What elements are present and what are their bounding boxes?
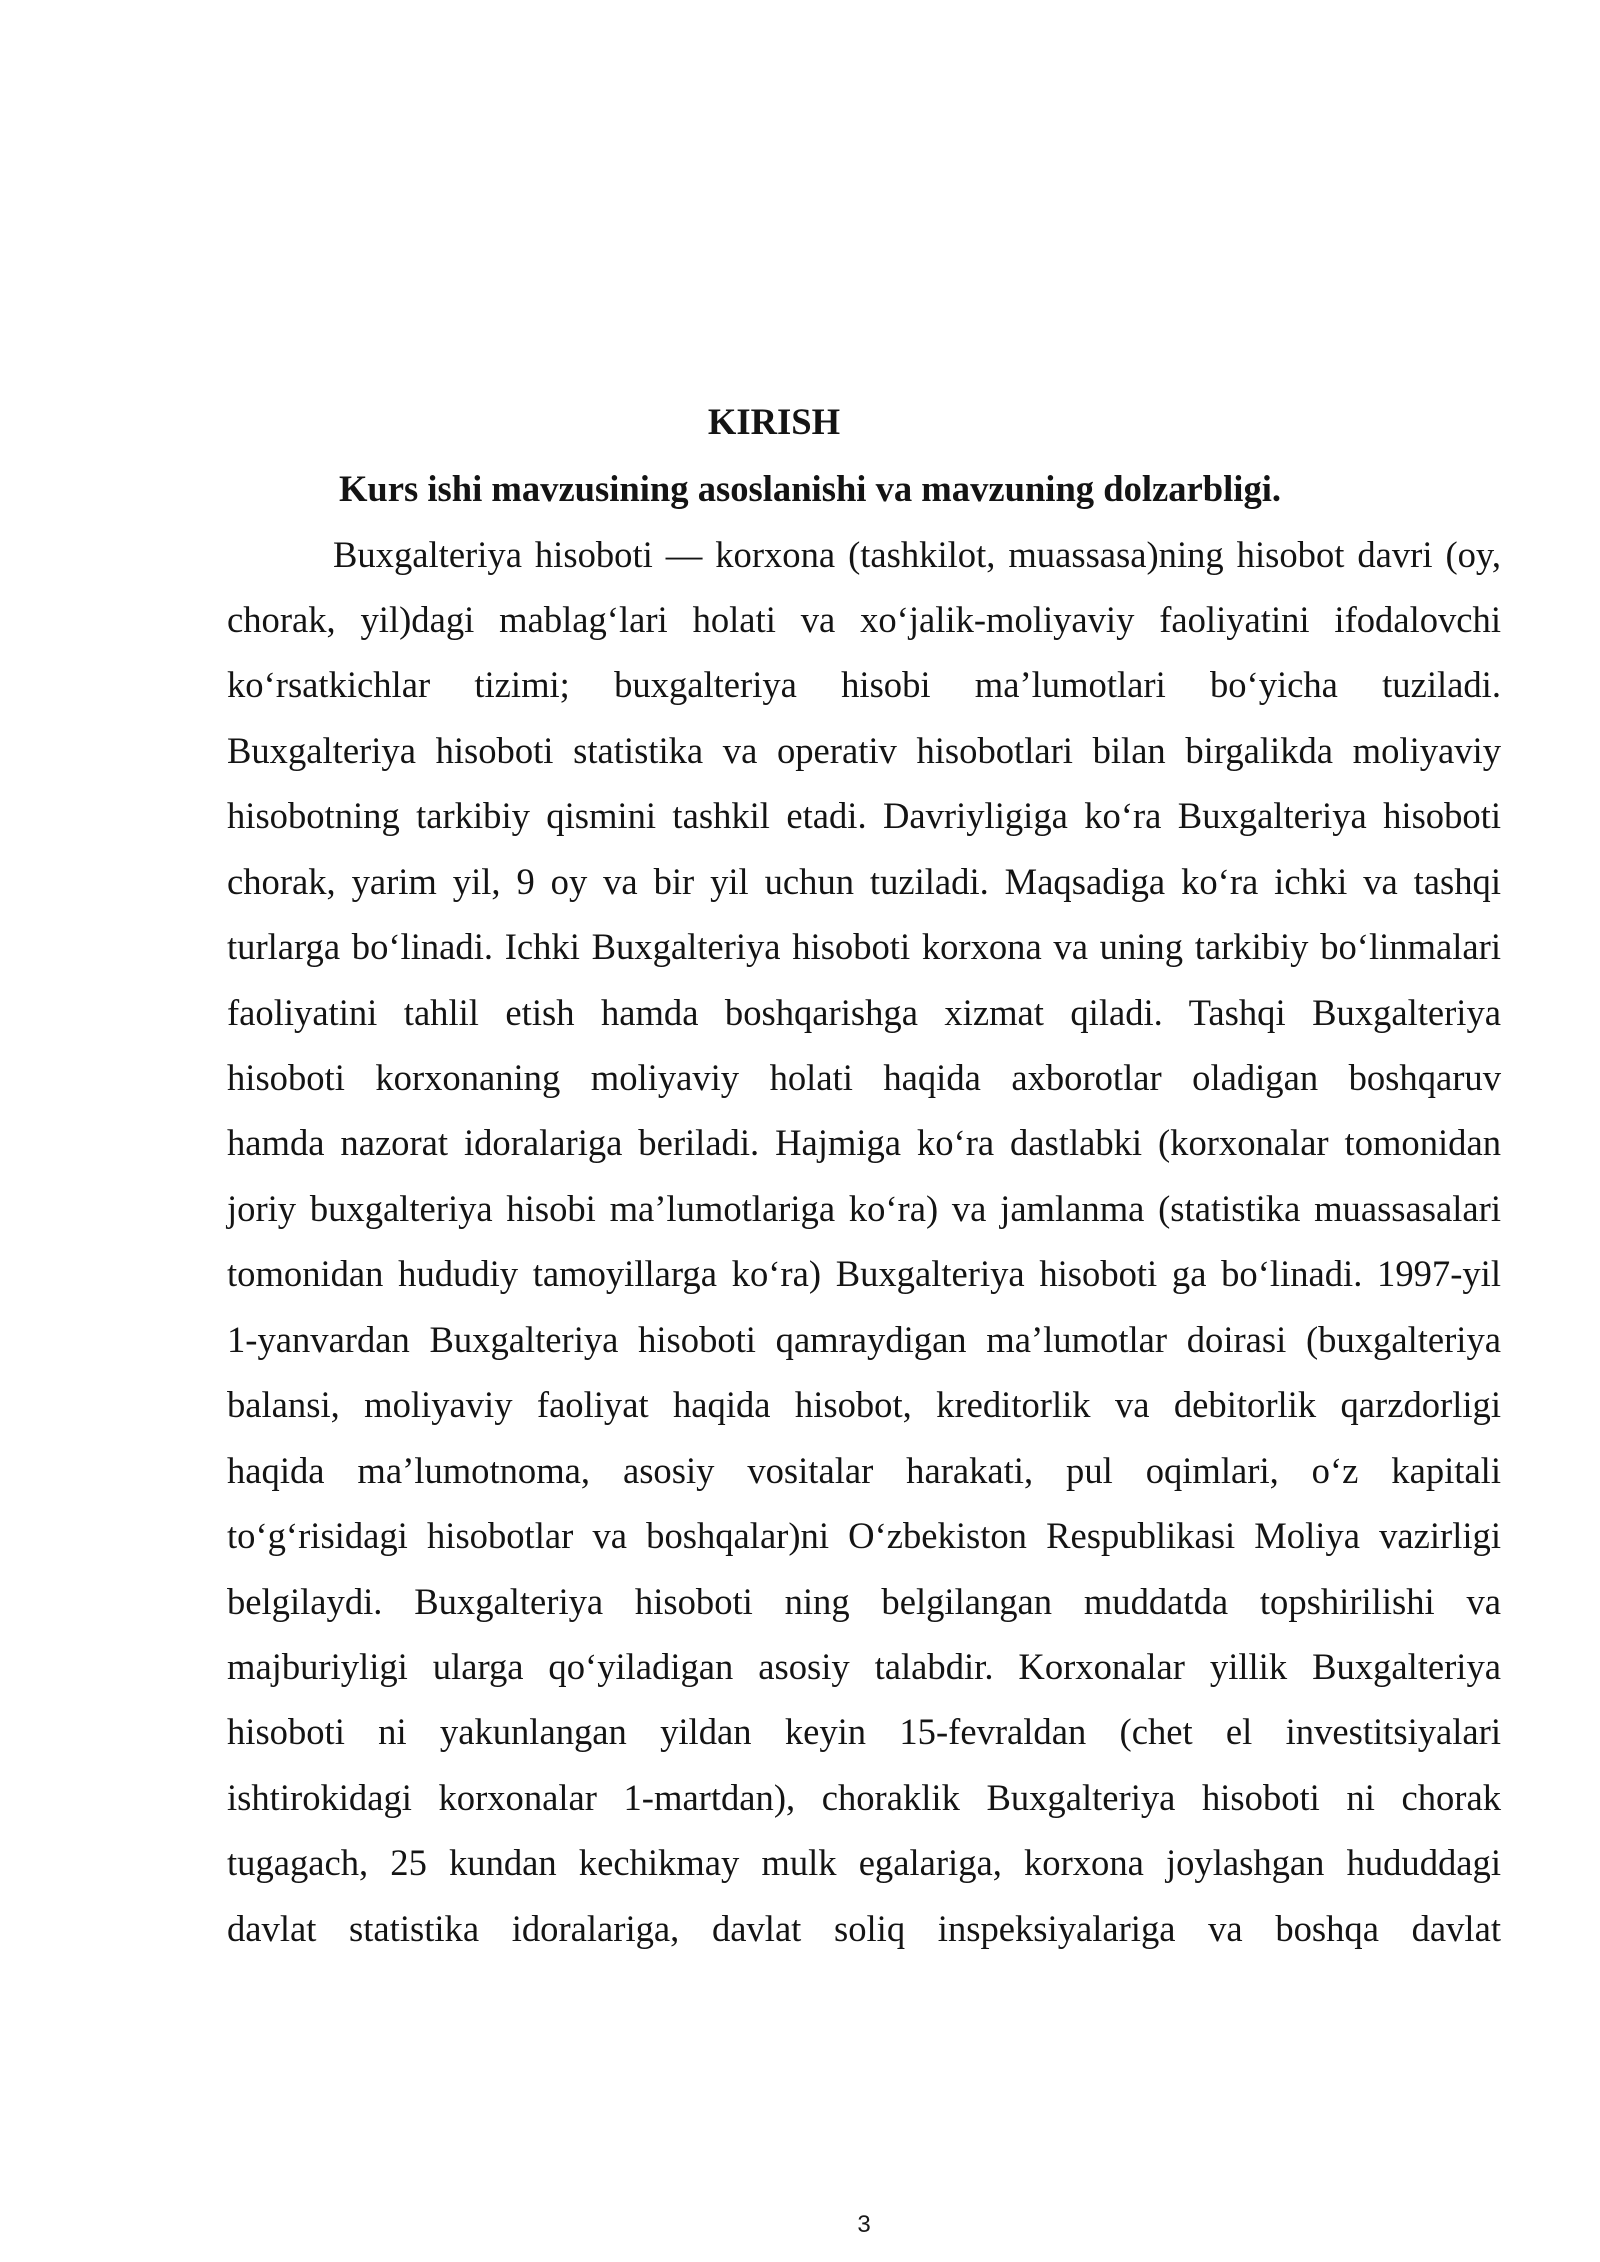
- body-line: joriy buxgalteriya hisobi ma’lumotlariga ko‘ra) va jamlanma (statistika muassasalari: [227, 1187, 1501, 1229]
- body-line: hamda nazorat idoralariga beriladi. Hajmiga ko‘ra dastlabki (korxonalar tomonidan: [227, 1122, 1501, 1164]
- page-number: 3: [857, 2211, 871, 2238]
- body-line: balansi, moliyaviy faoliyat haqida hisobot, kreditorlik va debitorlik qarzdorligi: [227, 1384, 1501, 1426]
- body-line: Buxgalteriya hisoboti — korxona (tashkilot, muassasa)ning hisobot davri (oy,: [333, 533, 1501, 575]
- body-line: tugagach, 25 kundan kechikmay mulk egalariga, korxona joylashgan hududdagi: [227, 1842, 1501, 1884]
- body-line: turlarga bo‘linadi. Ichki Buxgalteriya hisoboti korxona va uning tarkibiy bo‘linmalari: [227, 926, 1501, 968]
- body-line: faoliyatini tahlil etish hamda boshqarishga xizmat qiladi. Tashqi Buxgalteriya: [227, 991, 1501, 1033]
- section-title: KIRISH: [707, 401, 841, 442]
- body-line: belgilaydi. Buxgalteriya hisoboti ning belgilangan muddatda topshirilishi va: [227, 1580, 1501, 1622]
- body-line: haqida ma’lumotnoma, asosiy vositalar harakati, pul oqimlari, o‘z kapitali: [227, 1449, 1501, 1491]
- body-paragraph: [227, 522, 1501, 1962]
- body-line: to‘g‘risidagi hisobotlar va boshqalar)ni O‘zbekiston Respublikasi Moliya vazirligi: [227, 1515, 1501, 1557]
- body-line: tomonidan hududiy tamoyillarga ko‘ra) Buxgalteriya hisoboti ga bo‘linadi. 1997-yil: [227, 1253, 1501, 1295]
- body-line: 1-yanvardan Buxgalteriya hisoboti qamraydigan ma’lumotlar doirasi (buxgalteriya: [227, 1318, 1501, 1360]
- body-line: Buxgalteriya hisoboti statistika va operativ hisobotlari bilan birgalikda moliyaviy: [227, 729, 1501, 771]
- body-line: ishtirokidagi korxonalar 1-martdan), choraklik Buxgalteriya hisoboti ni chorak: [227, 1776, 1501, 1818]
- body-line: davlat statistika idoralariga, davlat soliq inspeksiyalariga va boshqa davlat: [227, 1907, 1501, 1949]
- body-line: chorak, yarim yil, 9 oy va bir yil uchun tuziladi. Maqsadiga ko‘ra ichki va tashqi: [227, 860, 1501, 902]
- body-line: majburiyligi ularga qo‘yiladigan asosiy talabdir. Korxonalar yillik Buxgalteriya: [227, 1645, 1501, 1687]
- body-line: ko‘rsatkichlar tizimi; buxgalteriya hisobi ma’lumotlari bo‘yicha tuziladi.: [227, 664, 1501, 706]
- body-line: hisoboti korxonaning moliyaviy holati haqida axborotlar oladigan boshqaruv: [227, 1057, 1501, 1098]
- body-line: chorak, yil)dagi mablag‘lari holati va xo‘jalik-moliyaviy faoliyatini ifodalovchi: [227, 598, 1501, 640]
- body-line: hisobotning tarkibiy qismini tashkil etadi. Davriyligiga ko‘ra Buxgalteriya hisoboti: [227, 795, 1501, 837]
- section-subtitle: Kurs ishi mavzusining asoslanishi va mavzuning dolzarbligi.: [338, 468, 1282, 509]
- body-line: hisoboti ni yakunlangan yildan keyin 15-fevraldan (chet el investitsiyalari: [227, 1711, 1501, 1753]
